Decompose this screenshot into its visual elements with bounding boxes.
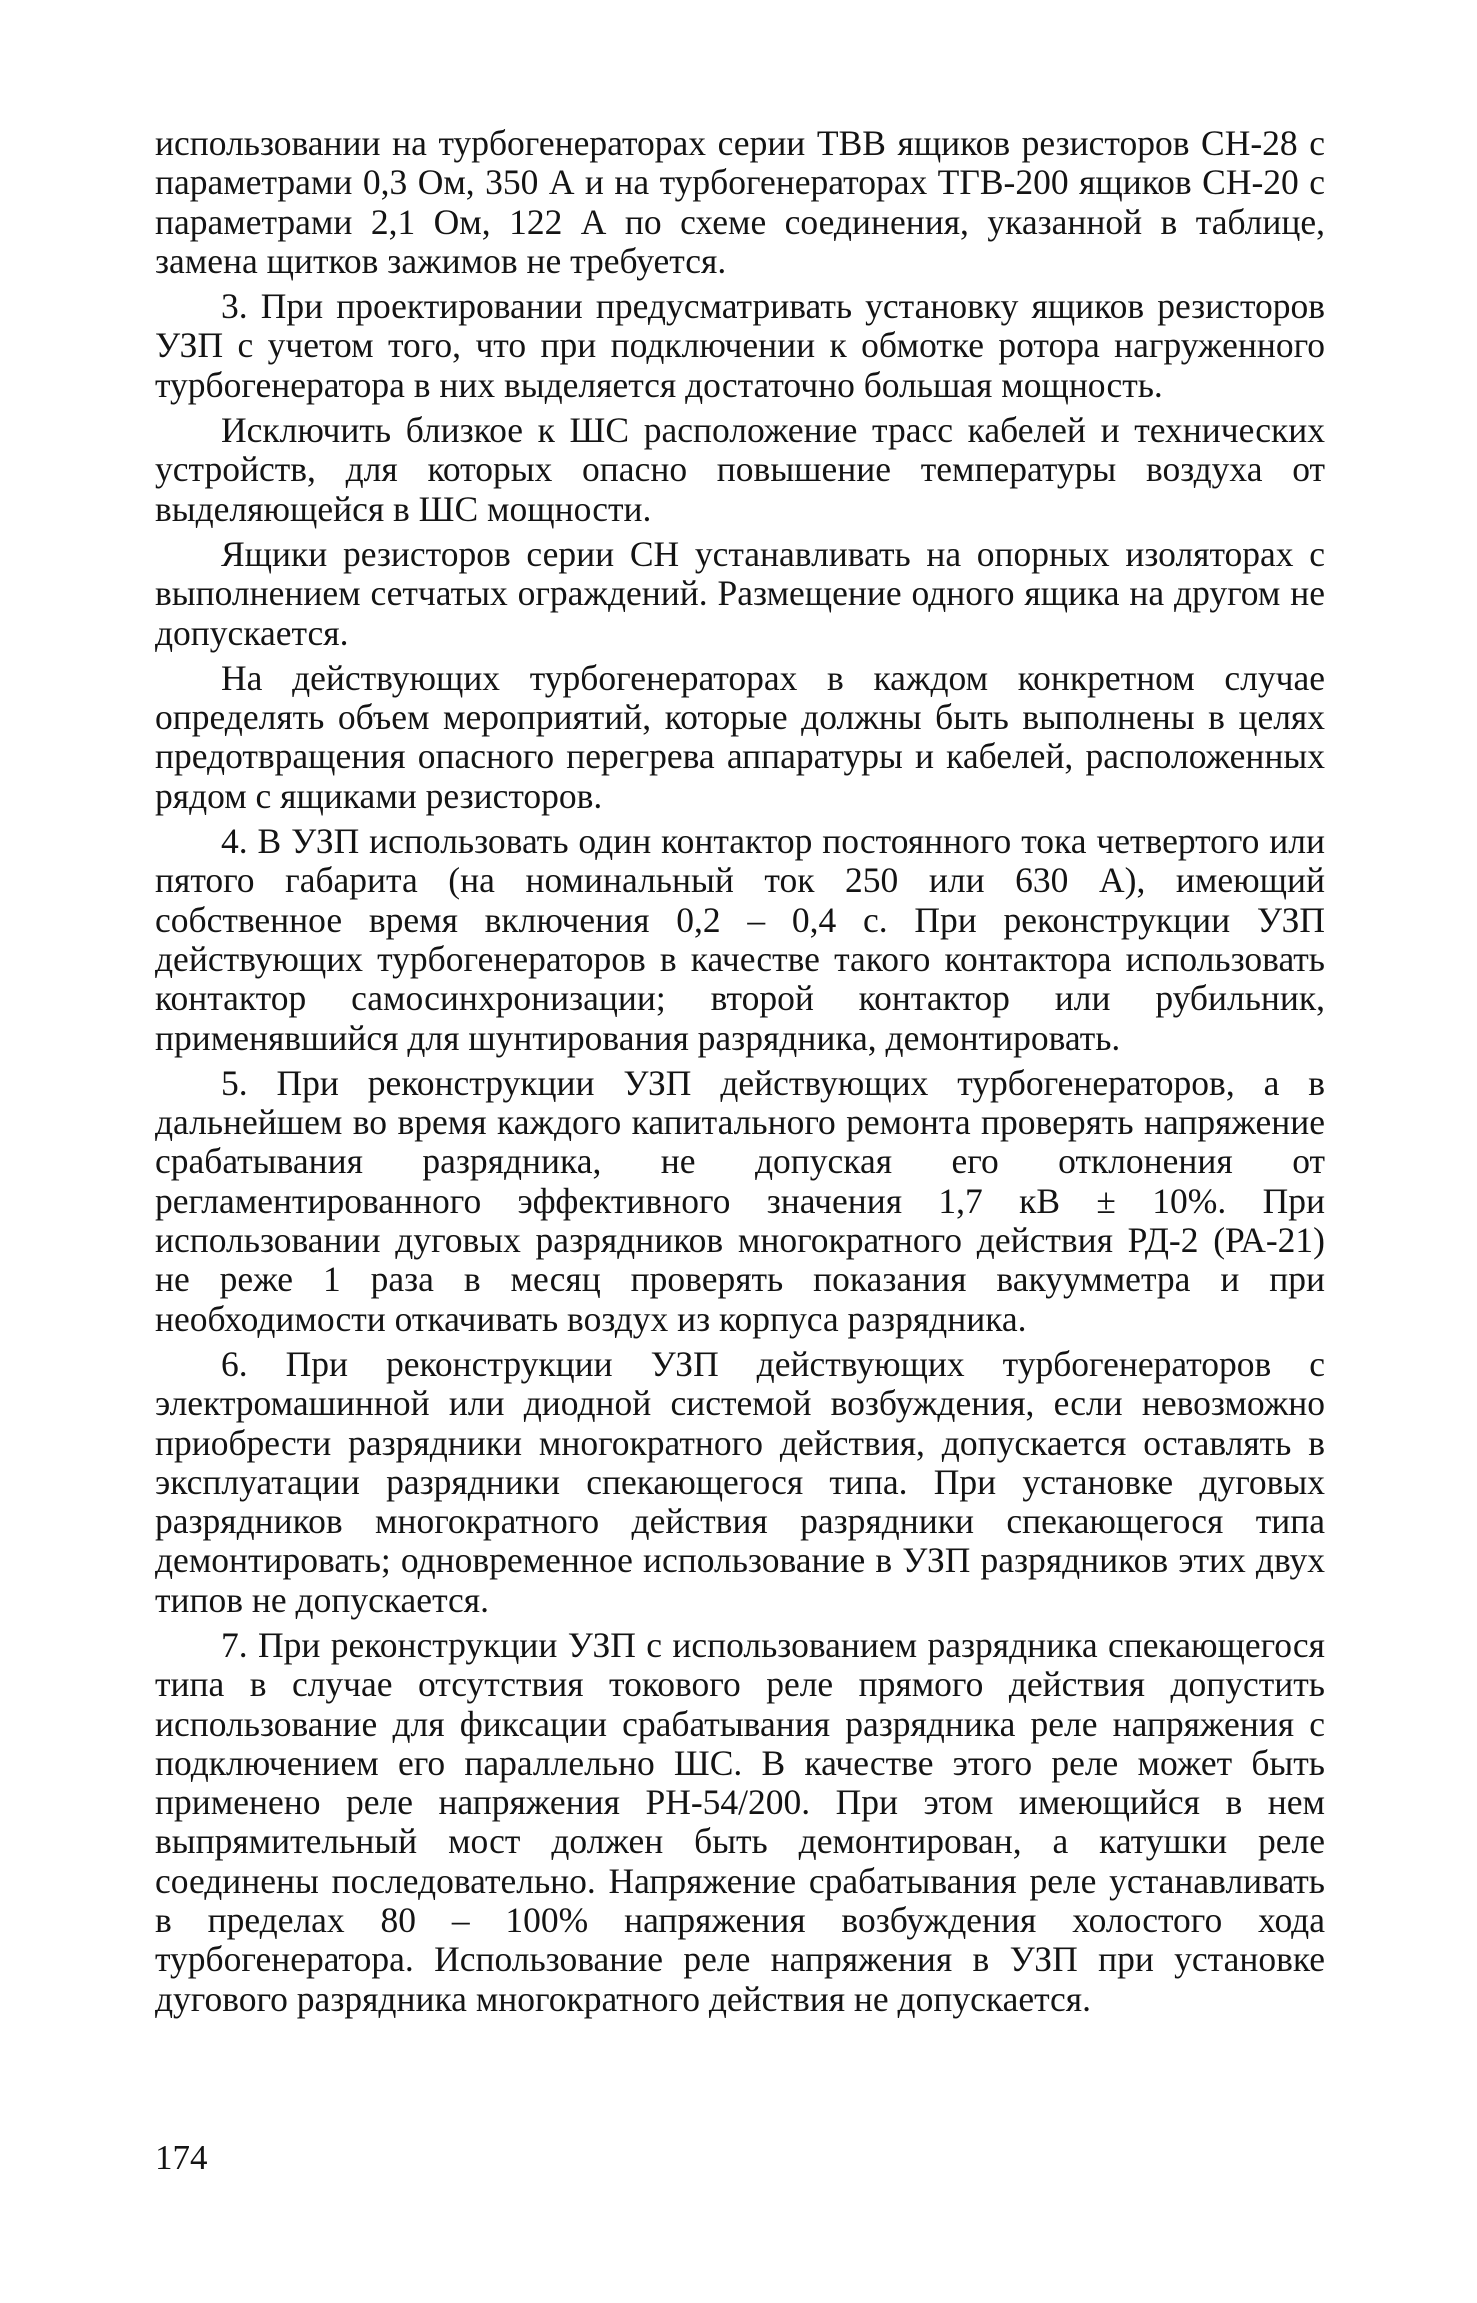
paragraph-item-5: 5. При реконструкции УЗП действующих турбогенераторов, а в дальнейшем во время каждого капитального ремонта проверять напряжение срабатывания разрядника, не допуская его отклонения от регламентированного эффективного значения 1,7 кВ ± 10%. При использовании дуговых разрядников многократного действия РД-2 (РА-21) не реже 1 раза в месяц проверять показания вакуумметра и при необходимости откачивать воздух из корпуса разрядника. bbox=[155, 1062, 1325, 1339]
paragraph-cable-routing: Исключить близкое к ШС расположение трасс кабелей и технических устройств, для которых опасно повышение температуры воздуха от выделяющейся в ШС мощности. bbox=[155, 410, 1325, 529]
page-body bbox=[155, 124, 1325, 2019]
paragraph-item-6: 6. При реконструкции УЗП действующих турбогенераторов с электромашинной или диодной системой возбуждения, если невозможно приобрести разрядники многократного действия, допускается оставлять в эксплуатации разрядники спекающегося типа. При установке дуговых разрядников многократного действия разрядники спекающегося типа демонтировать; одновременное использование в УЗП разрядников этих двух типов не допускается. bbox=[155, 1343, 1325, 1620]
paragraph-item-7: 7. При реконструкции УЗП с использованием разрядника спекающегося типа в случае отсутствия токового реле прямого действия допустить использование для фиксации срабатывания разрядника реле напряжения с подключением его параллельно ШС. В качестве этого реле может быть применено реле напряжения РН-54/200. При этом имеющийся в нем выпрямительный мост должен быть демонтирован, а катушки реле соединены последовательно. Напряжение срабатывания реле устанавливать в пределах 80 – 100% напряжения возбуждения холостого хода турбогенератора. Использование реле напряжения в УЗП при установке дугового разрядника многократного действия не допускается. bbox=[155, 1624, 1325, 2019]
paragraph-item-4: 4. В УЗП использовать один контактор постоянного тока четвертого или пятого габарита (на номинальный ток 250 или 630 А), имеющий собственное время включения 0,2 – 0,4 с. При реконструкции УЗП действующих турбогенераторов в качестве такого контактора использовать контактор самосинхронизации; второй контактор или рубильник, применявшийся для шунтирования разрядника, демонтировать. bbox=[155, 821, 1325, 1058]
paragraph-item-3: 3. При проектировании предусматривать установку ящиков резисторов УЗП с учетом того, что при подключении к обмотке ротора нагруженного турбогенератора в них выделяется достаточно большая мощность. bbox=[155, 286, 1325, 405]
paragraph-resistor-boxes: Ящики резисторов серии СН устанавливать на опорных изоляторах с выполнением сетчатых ограждений. Размещение одного ящика на другом не допускается. bbox=[155, 533, 1325, 653]
paragraph-existing-generators: На действующих турбогенераторах в каждом конкретном случае определять объем мероприятий, которые должны быть выполнены в целях предотвращения опасного перегрева аппаратуры и кабелей, расположенных рядом с ящиками резисторов. bbox=[155, 657, 1325, 816]
page-number: 174 bbox=[155, 2138, 208, 2177]
paragraph-continuation: использовании на турбогенераторах серии ТВВ ящиков резисторов СН-28 с параметрами 0,3 Ом, 350 А и на турбогенераторах ТГВ-200 ящиков СН-20 с параметрами 2,1 Ом, 122 А по схеме соединения, указанной в таблице, замена щитков зажимов не требуется. bbox=[155, 123, 1325, 281]
